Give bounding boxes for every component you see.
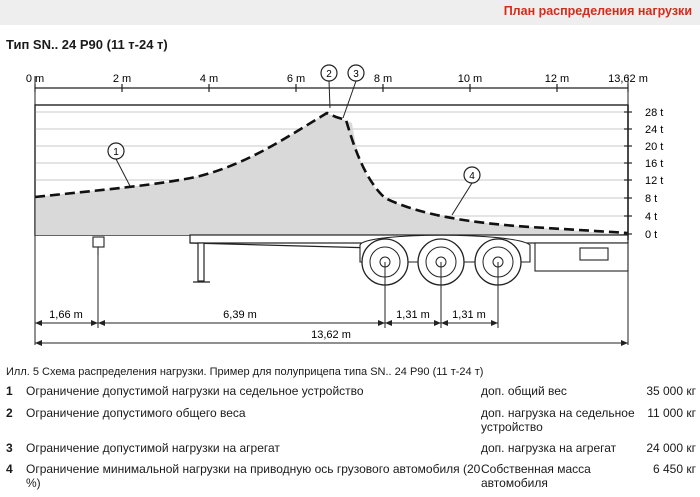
callout-number: 1 — [113, 147, 119, 158]
legend-text: Ограничение допустимого общего веса — [26, 406, 246, 420]
load-scale-label: 4 t — [645, 211, 658, 223]
legend-key: доп. нагрузка на агрегат — [481, 441, 617, 455]
top-scale-label: 6 m — [286, 73, 306, 85]
dimension-arrow — [35, 320, 42, 326]
load-scale-label: 0 t — [645, 229, 658, 241]
dimension-label: 6,39 m — [223, 309, 257, 321]
legend-value: 6 450 кг — [653, 462, 696, 476]
trailer-body — [35, 105, 628, 235]
legend-text: Ограничение допустимой нагрузки на седельное устройство — [26, 384, 364, 398]
kingpin — [93, 237, 104, 247]
legend-key: Собственная масса автомобиля — [481, 462, 591, 490]
legend-value: 24 000 кг — [646, 441, 696, 455]
load-scale-label: 24 t — [645, 124, 664, 136]
load-scale-label: 16 t — [645, 158, 664, 170]
top-scale-label: 4 m — [199, 73, 219, 85]
load-scale-label: 28 t — [645, 107, 664, 119]
top-scale-label: 12 m — [544, 73, 570, 85]
load-scale-label: 8 t — [645, 193, 658, 205]
legend-text: Ограничение минимальной нагрузки на приводную ось грузового автомобиля (20 %) — [26, 462, 481, 490]
legend-key: доп. общий вес — [481, 384, 567, 398]
dimension-label: 1,66 m — [49, 309, 83, 321]
callout-leader — [329, 81, 330, 108]
legend-row — [6, 384, 696, 404]
top-scale-label: 13,62 m — [608, 73, 648, 85]
top-scale-label: 10 m — [457, 73, 483, 85]
top-scale-label: 8 m — [373, 73, 393, 85]
callout-number: 2 — [326, 69, 332, 80]
dimension-arrow — [491, 320, 498, 326]
legend-number: 4 — [6, 462, 13, 476]
dimension-arrow — [441, 320, 448, 326]
page-title: План распределения нагрузки — [503, 4, 692, 18]
legend-row — [6, 406, 696, 440]
legend-key: доп. нагрузка на седельное устройство — [481, 406, 635, 434]
legend-text: Ограничение допустимой нагрузки на агрегат — [26, 441, 280, 455]
dimension-arrow — [621, 340, 628, 346]
legend-row — [6, 462, 696, 496]
dimension-arrow — [35, 340, 42, 346]
figure-caption: Илл. 5 Схема распределения нагрузки. Пример для полуприцепа типа SN.. 24 P90 (11 т-24 т) — [6, 366, 484, 378]
load-scale-label: 20 t — [645, 141, 664, 153]
top-scale-label: 2 m — [112, 73, 132, 85]
dimension-arrow — [91, 320, 98, 326]
top-scale-label: 0 m — [25, 73, 45, 85]
tail-light — [580, 248, 608, 260]
dimension-arrow — [385, 320, 392, 326]
dimension-label: 1,31 m — [396, 309, 430, 321]
legend-value: 11 000 кг — [647, 406, 696, 420]
legend-number: 3 — [6, 441, 13, 455]
load-scale-label: 12 t — [645, 175, 664, 187]
callout-number: 3 — [353, 69, 359, 80]
dimension-arrow — [98, 320, 105, 326]
chassis — [93, 235, 628, 282]
dimension-arrow — [378, 320, 385, 326]
legend-number: 1 — [6, 384, 13, 398]
dimension-label: 13,62 m — [311, 329, 351, 341]
legend-value: 35 000 кг — [646, 384, 696, 398]
callout-number: 4 — [469, 171, 475, 182]
dimension-label: 1,31 m — [452, 309, 486, 321]
dimension-arrow — [434, 320, 441, 326]
legend-number: 2 — [6, 406, 13, 420]
landing-gear — [198, 243, 204, 281]
type-title: Тип SN.. 24 P90 (11 т-24 т) — [6, 37, 168, 52]
legend-row — [6, 441, 696, 461]
load-scale — [624, 105, 663, 241]
